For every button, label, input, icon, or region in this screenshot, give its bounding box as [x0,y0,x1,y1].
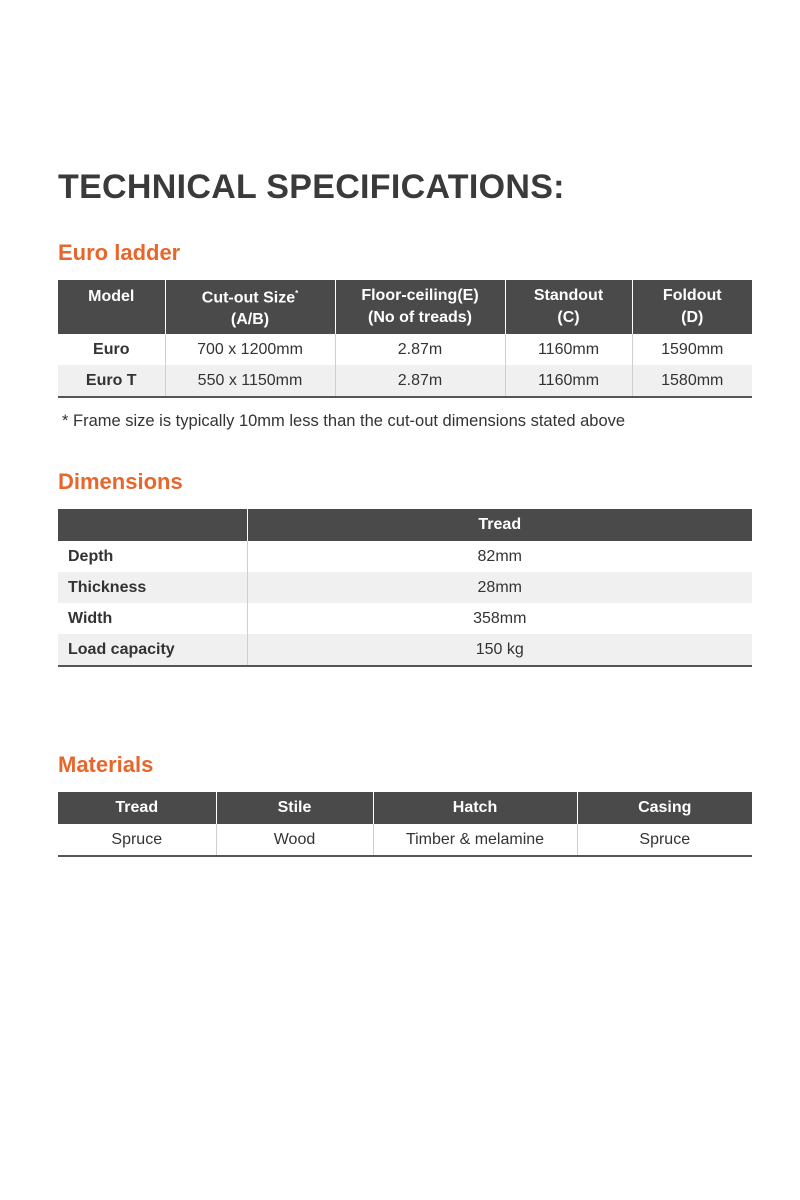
material-stile: Wood [216,824,373,856]
header-foldout-label: Foldout [662,287,722,304]
header-foldout-sub: (D) [681,309,704,326]
dimension-label: Width [58,603,247,634]
page-title: TECHNICAL SPECIFICATIONS: [58,168,565,206]
cutout-cell: 550 x 1150mm [165,365,335,397]
floor-ceiling-cell: 2.87m [335,365,505,397]
standout-cell: 1160mm [505,334,632,365]
dimensions-header-row [58,509,752,541]
cutout-cell: 700 x 1200mm [165,334,335,365]
dimension-label: Depth [58,541,247,572]
standout-cell: 1160mm [505,365,632,397]
header-model-label: Model [88,288,135,305]
euro-ladder-heading: Euro ladder [58,240,181,265]
header-standout-sub: (C) [557,309,580,326]
table-row [58,634,752,666]
dimension-label: Thickness [58,572,247,603]
header-blank [58,509,247,541]
dimension-value: 28mm [247,572,752,603]
material-casing: Spruce [577,824,752,856]
model-cell: Euro T [58,365,165,397]
header-stile: Stile [216,792,373,824]
foldout-cell: 1590mm [661,340,724,358]
header-casing: Casing [577,792,752,824]
table-row [58,572,752,603]
header-model [58,280,165,334]
header-cutout-asterisk: * [295,288,299,298]
header-floor-sub: (No of treads) [368,309,472,326]
header-tread: Tread [247,509,752,541]
header-standout [505,280,632,334]
dimensions-heading: Dimensions [58,469,183,494]
table-row [58,365,752,397]
header-foldout [632,280,752,334]
model-cell: Euro [58,334,165,365]
dimension-label: Load capacity [58,634,247,666]
materials-heading: Materials [58,752,154,777]
euro-ladder-header-row [58,280,752,334]
dimension-value: 358mm [473,609,527,627]
materials-table [58,792,752,857]
footnote: * Frame size is typically 10mm less than the cut-out dimensions stated above [62,412,626,430]
table-row [58,824,752,856]
dimension-value: 82mm [477,547,522,565]
material-hatch: Timber & melamine [373,824,577,856]
header-tread: Tread [58,792,216,824]
dimensions-table [58,509,752,667]
table-row [58,334,752,365]
material-tread: Spruce [58,824,216,856]
dimension-value: 150 kg [247,634,752,666]
header-cutout-size [165,280,335,334]
header-floor-label: Floor-ceiling(E) [361,287,479,304]
table-row [58,603,752,634]
floor-ceiling-cell: 2.87m [335,334,505,365]
foldout-cell: 1580mm [632,365,752,397]
header-cutout-label: Cut-out Size [201,289,296,307]
header-floor-ceiling [335,280,505,334]
header-cutout-sub: (A/B) [230,311,270,329]
materials-header-row [58,792,752,824]
header-standout-label: Standout [533,287,604,304]
header-hatch: Hatch [373,792,577,824]
euro-ladder-table [58,280,752,398]
table-row [58,541,752,572]
